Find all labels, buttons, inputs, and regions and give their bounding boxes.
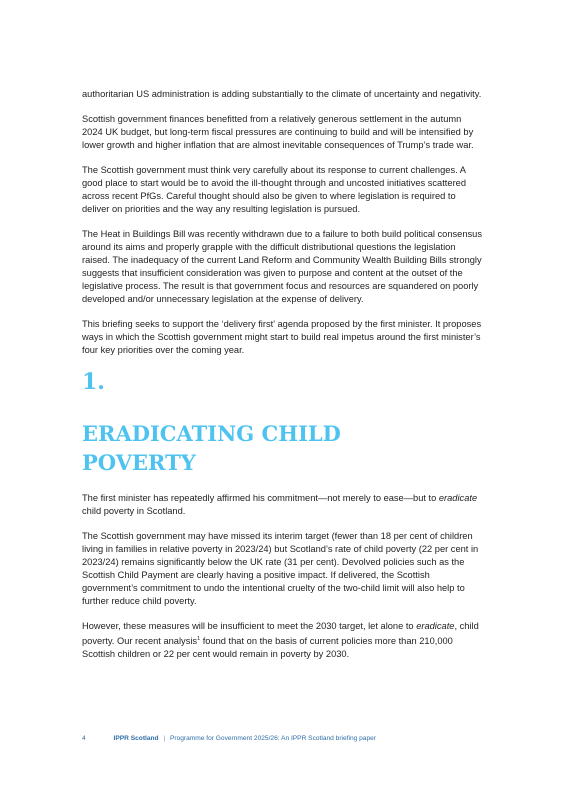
section-title-line-2: POVERTY (82, 450, 196, 475)
intro-paragraph-4: The Heat in Buildings Bill was recently withdrawn due to a failure to both build political consensus around its aims and properly grapple with the difficult distributional questions the legislation raised. The inadequacy of the current Land Reform and Community Wealth Building Bills strongly suggests that insufficient consideration was given to purpose and content at the outset of the legislative process. The result is that government focus and resources are squandered on poorly developed and/or unnecessary legislation at the expense of delivery. (82, 229, 482, 304)
page-number: 4 (82, 735, 86, 742)
target-paragraph: The Scottish government may have missed its interim target (fewer than 18 per cent of children living in families in relative poverty in 2023/24) but Scotland’s rate of child poverty (22 per cent in 2023/24) remains significantly below the UK rate (31 per cent). Devolved policies such as the Scottish Child Payment are clearly having a positive impact. If delivered, the Scottish government’s commitment to undo the intentional cruelty of the two-child limit will also help to further reduce child poverty. (82, 531, 479, 606)
footnote-marker[interactable]: 1 (197, 636, 201, 642)
footer-separator: | (163, 735, 166, 742)
footer-document-title: Programme for Government 2025/26: An IPPR Scotland briefing paper (170, 735, 376, 742)
section-title-line-1: ERADICATING CHILD (82, 421, 341, 446)
section-number: 1. (82, 369, 105, 395)
intro-paragraph-3: The Scottish government must think very carefully about its response to current challenges. A good place to start would be to avoid the ill-thought through and uncosted initiatives scattered across recent PfGs. Careful thought should also be given to where legislation is required to deliver on priorities and the way any resulting legislation is pursued. (82, 165, 467, 214)
commitment-text-end: child poverty in Scotland. (82, 506, 186, 516)
insufficient-paragraph (82, 620, 484, 661)
intro-paragraph-1: authoritarian US administration is adding substantially to the climate of uncertainty and negativity. (82, 89, 482, 99)
commitment-text-start: The first minister has repeatedly affirmed his commitment—not merely to ease—but to (82, 493, 439, 503)
intro-paragraph-5: This briefing seeks to support the ‘delivery first’ agenda proposed by the first minister. It proposes ways in which the Scottish government might start to build real impetus around the first minister’s four key priorities over the coming year. (82, 319, 482, 355)
page-footer (82, 735, 376, 742)
commitment-emphasis: eradicate (438, 493, 478, 503)
insufficient-emphasis: eradicate (416, 621, 455, 631)
page-content (82, 88, 484, 673)
insufficient-text-start: However, these measures will be insufficient to meet the 2030 target, let alone to (82, 621, 417, 631)
insufficient-text-end: found that on the basis of current policies more than 210,000 Scottish children or 22 per cent would remain in poverty by 2030. (82, 636, 453, 660)
section-title (82, 419, 484, 477)
commitment-paragraph (82, 492, 484, 518)
intro-paragraph-2: Scottish government finances benefitted from a relatively generous settlement in the autumn 2024 UK budget, but long-term fiscal pressures are continuing to build and will be intensified by lower growth and higher inflation that are almost inevitable consequences of Trump’s trade war. (82, 114, 474, 150)
insufficient-text-middle: , child poverty. Our recent analysis (82, 621, 479, 647)
footer-org-name: IPPR Scotland (113, 735, 159, 742)
